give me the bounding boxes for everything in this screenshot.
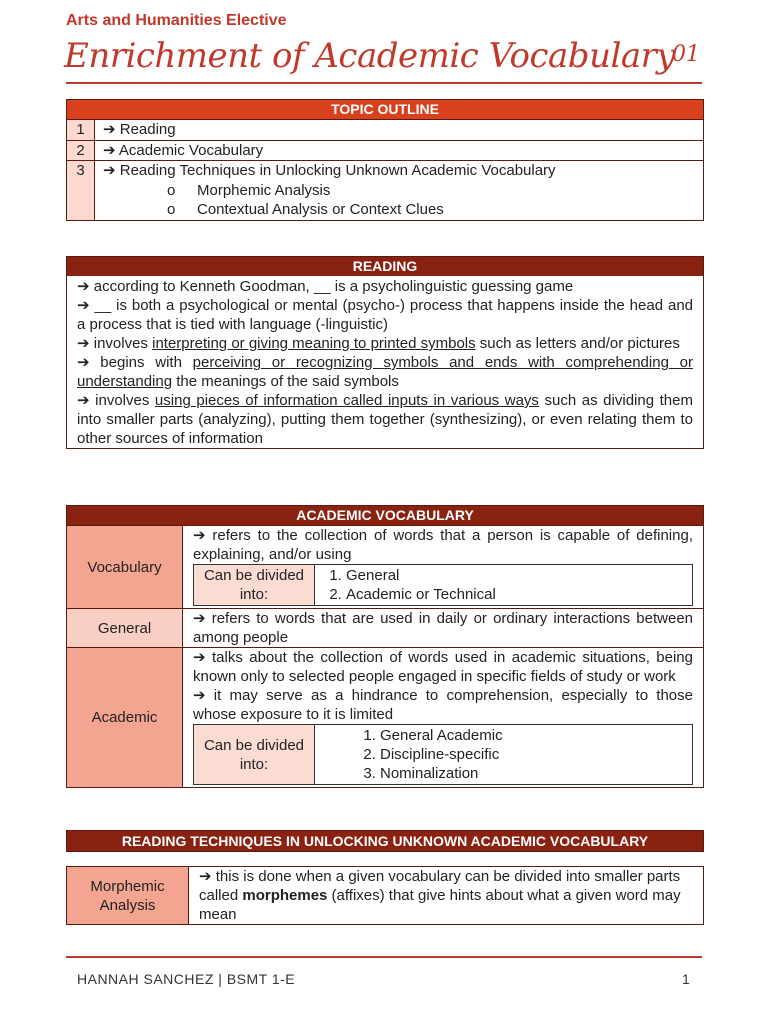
reading-point: ➔ involves using pieces of information called inputs in various ways such as dividing them into smaller parts (analyzing), putting them together (synthesizing), or even relating them to other sources of information — [77, 392, 693, 447]
academic-divisions — [193, 724, 693, 785]
footer-page-number: 1 — [682, 971, 690, 987]
academic-content — [183, 648, 704, 788]
topic-outline-table — [67, 119, 703, 220]
table-row — [67, 609, 703, 648]
reading-box — [66, 256, 704, 449]
bottom-divider — [66, 956, 702, 958]
academic-vocabulary-heading: ACADEMIC VOCABULARY — [67, 506, 703, 525]
vocabulary-divisions — [193, 564, 693, 606]
divided-label: Can be divided into: — [194, 725, 315, 785]
subitem-text: Contextual Analysis or Context Clues — [197, 201, 444, 218]
subject-title: Arts and Humanities Elective — [66, 12, 287, 29]
page-title: Enrichment of Academic Vocabulary — [64, 36, 676, 76]
outline-subitem — [103, 181, 703, 201]
list-item: 2. Discipline-specific — [380, 745, 691, 764]
outline-subitem — [103, 200, 703, 220]
academic-definition: ➔ talks about the collection of words used in academic situations, being known only to selected people engaged in specific fields of study or work — [193, 649, 693, 685]
table-row — [67, 648, 703, 788]
academic-label: Academic — [67, 648, 183, 788]
list-item: 3. Nominalization — [380, 764, 691, 783]
list-item: 1. General Academic — [380, 726, 691, 745]
academic-vocabulary-table — [67, 525, 703, 787]
morphemic-analysis-box — [66, 866, 704, 925]
reading-point: ➔ begins with perceiving or recognizing symbols and ends with comprehending or understanding the meanings of the said symbols — [77, 354, 693, 390]
topic-outline-heading: TOPIC OUTLINE — [67, 100, 703, 119]
outline-item: ➔ Academic Vocabulary — [95, 140, 704, 161]
outline-item-text: ➔ Reading Techniques in Unlocking Unknown Academic Vocabulary — [103, 162, 556, 179]
academic-vocabulary-box — [66, 505, 704, 788]
reading-techniques-heading: READING TECHNIQUES IN UNLOCKING UNKNOWN ACADEMIC VOCABULARY — [66, 830, 704, 852]
row-number: 1 — [67, 120, 95, 141]
topic-outline-box — [66, 99, 704, 221]
reading-body — [67, 276, 703, 448]
vocabulary-content — [183, 526, 704, 609]
reading-heading: READING — [67, 257, 703, 276]
vocabulary-definition: ➔ refers to the collection of words that a person is capable of defining, explaining, and/or using — [193, 527, 693, 563]
table-row — [67, 161, 703, 220]
vocabulary-label: Vocabulary — [67, 526, 183, 609]
top-divider — [66, 82, 702, 84]
morphemic-analysis-table — [67, 867, 703, 924]
general-definition: ➔ refers to words that are used in daily or ordinary interactions between among people — [183, 609, 704, 648]
row-number: 3 — [67, 161, 95, 220]
table-row — [67, 120, 703, 141]
table-row — [67, 867, 703, 924]
list-item: 1. General — [346, 566, 691, 585]
outline-item: ➔ Reading — [95, 120, 704, 141]
reading-point: ➔ involves interpreting or giving meaning to printed symbols such as letters and/or pictures — [77, 335, 680, 352]
outline-item — [95, 161, 704, 220]
subitem-text: Morphemic Analysis — [197, 181, 331, 199]
reading-point: ➔ __ is both a psychological or mental (psycho-) process that happens inside the head and a process that is tied with language (-linguistic) — [77, 297, 693, 333]
divided-label: Can be divided into: — [194, 565, 315, 606]
table-row — [67, 140, 703, 161]
reading-point: ➔ according to Kenneth Goodman, __ is a psycholinguistic guessing game — [77, 278, 574, 295]
row-number: 2 — [67, 140, 95, 161]
morphemic-definition: ➔ this is done when a given vocabulary can be divided into smaller parts called morphemes (affixes) that give hints about what a given word may mean — [199, 868, 681, 923]
general-label: General — [67, 609, 183, 648]
academic-definition: ➔ it may serve as a hindrance to comprehension, especially to those whose exposure to it is limited — [193, 687, 693, 723]
bullet-icon: o — [167, 201, 176, 218]
page-code: 01 — [672, 42, 700, 67]
bullet-icon: o — [167, 181, 176, 199]
table-row — [67, 526, 703, 609]
footer-author: HANNAH SANCHEZ | BSMT 1-E — [77, 971, 296, 987]
list-item: 2. Academic or Technical — [346, 585, 691, 604]
morphemic-label: Morphemic Analysis — [67, 867, 189, 924]
